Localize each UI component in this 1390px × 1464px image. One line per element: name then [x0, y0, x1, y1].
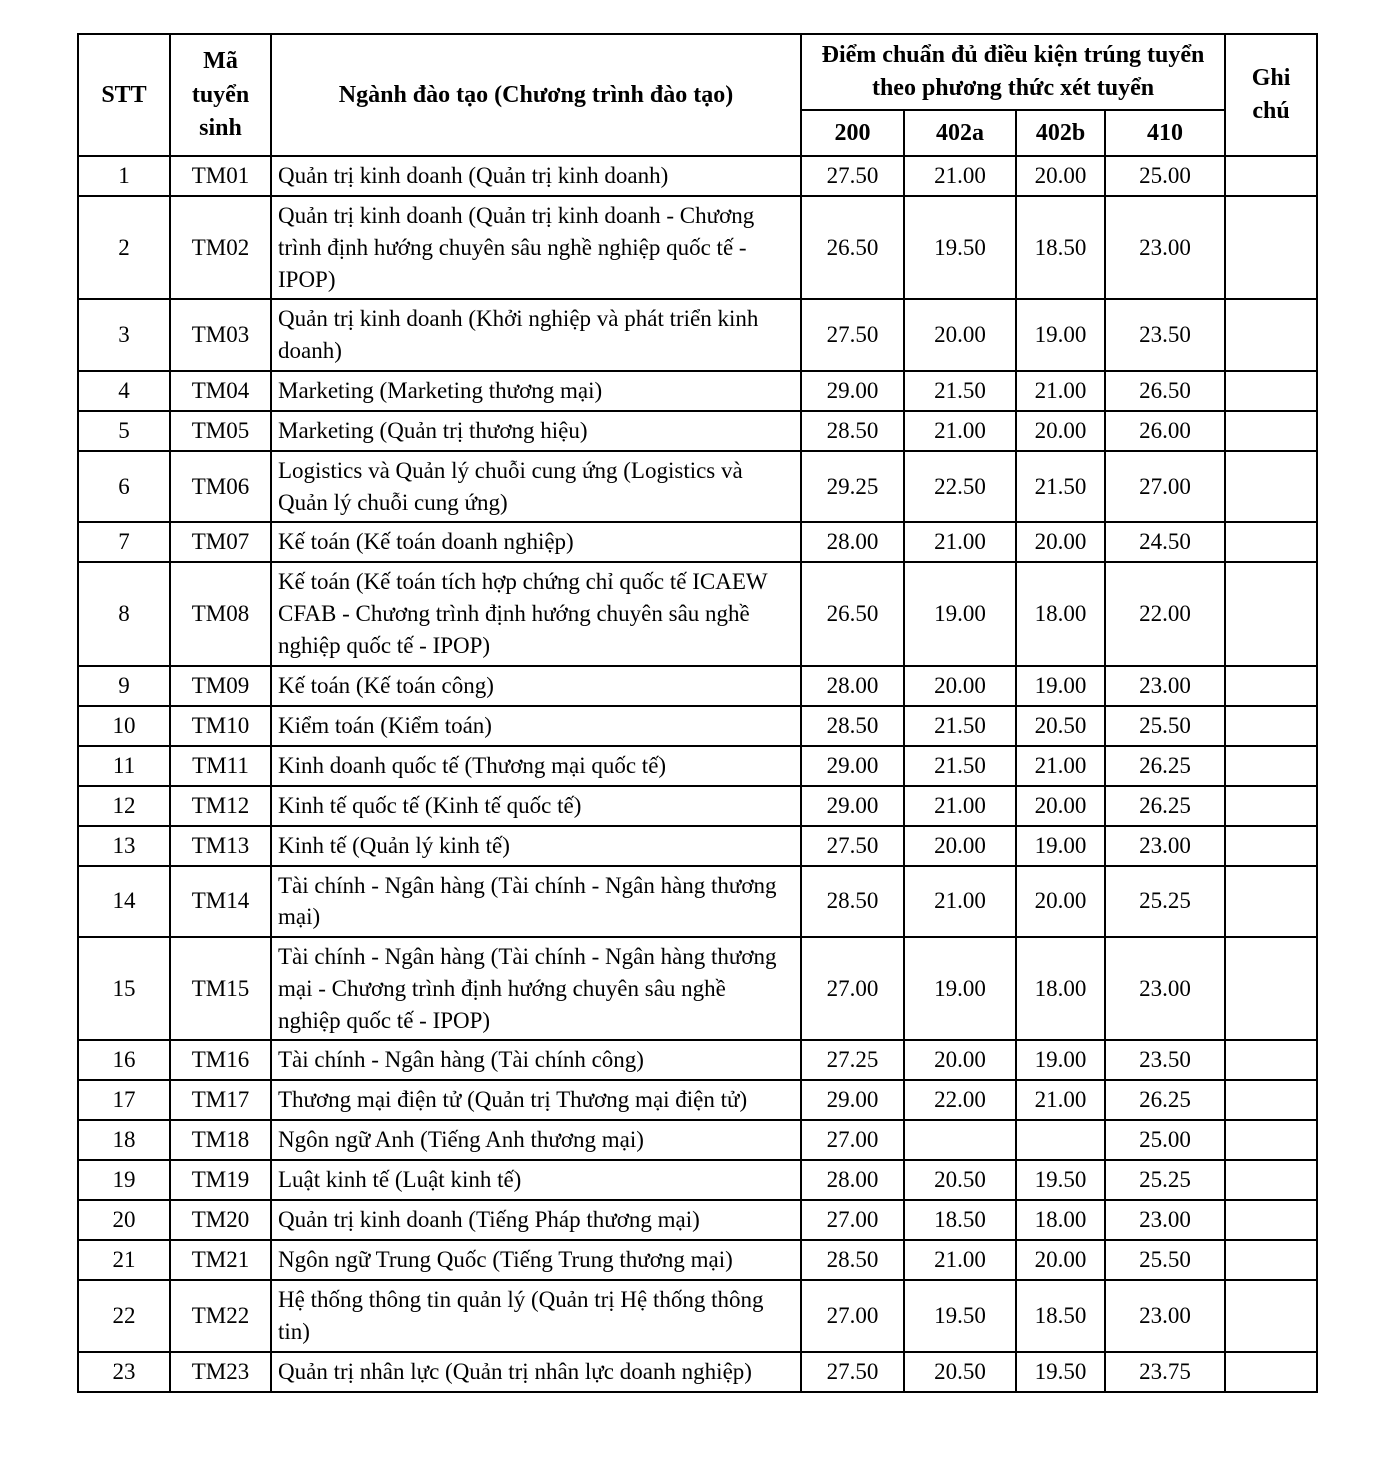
score-cell-402a: 21.00 [904, 411, 1016, 451]
program-cell: Ngôn ngữ Anh (Tiếng Anh thương mại) [271, 1120, 801, 1160]
program-cell: Kế toán (Kế toán công) [271, 666, 801, 706]
score-cell-410: 23.75 [1105, 1352, 1225, 1392]
note-cell [1225, 666, 1317, 706]
score-cell-402b: 19.50 [1016, 1160, 1105, 1200]
note-cell [1225, 1240, 1317, 1280]
program-cell: Quản trị nhân lực (Quản trị nhân lực doanh nghiệp) [271, 1352, 801, 1392]
score-cell-410: 25.00 [1105, 156, 1225, 196]
score-cell-200: 28.50 [801, 866, 904, 937]
score-cell-402a: 19.00 [904, 937, 1016, 1040]
score-cell-402a: 21.00 [904, 1240, 1016, 1280]
score-cell-200: 27.50 [801, 826, 904, 866]
score-cell-402a: 21.00 [904, 866, 1016, 937]
table-row [78, 156, 1317, 196]
note-cell [1225, 196, 1317, 299]
program-cell: Kinh doanh quốc tế (Thương mại quốc tế) [271, 746, 801, 786]
score-cell-402b: 18.50 [1016, 196, 1105, 299]
score-cell-402b: 20.00 [1016, 866, 1105, 937]
stt-cell: 12 [78, 786, 170, 826]
table-row [78, 666, 1317, 706]
code-cell: TM06 [170, 451, 271, 522]
score-cell-200: 29.00 [801, 371, 904, 411]
program-cell: Marketing (Marketing thương mại) [271, 371, 801, 411]
score-cell-402a: 20.00 [904, 826, 1016, 866]
note-cell [1225, 371, 1317, 411]
table-row [78, 371, 1317, 411]
score-cell-200: 27.50 [801, 156, 904, 196]
code-cell: TM15 [170, 937, 271, 1040]
program-cell: Quản trị kinh doanh (Quản trị kinh doanh) [271, 156, 801, 196]
score-cell-402b: 20.00 [1016, 522, 1105, 562]
score-cell-410: 24.50 [1105, 522, 1225, 562]
score-cell-200: 28.50 [801, 706, 904, 746]
table-row [78, 522, 1317, 562]
header-note: Ghi chú [1225, 34, 1317, 156]
note-cell [1225, 562, 1317, 665]
header-scores-group: Điểm chuẩn đủ điều kiện trúng tuyển theo phương thức xét tuyển [801, 34, 1225, 110]
code-cell: TM07 [170, 522, 271, 562]
score-cell-402a: 20.00 [904, 666, 1016, 706]
stt-cell: 19 [78, 1160, 170, 1200]
score-cell-402b: 18.00 [1016, 937, 1105, 1040]
score-cell-410: 25.00 [1105, 1120, 1225, 1160]
note-cell [1225, 522, 1317, 562]
score-cell-410: 25.50 [1105, 1240, 1225, 1280]
note-cell [1225, 451, 1317, 522]
score-cell-410: 23.00 [1105, 1280, 1225, 1351]
code-cell: TM08 [170, 562, 271, 665]
score-cell-402a: 20.50 [904, 1160, 1016, 1200]
score-cell-402b: 21.00 [1016, 746, 1105, 786]
score-cell-200: 27.50 [801, 1352, 904, 1392]
score-cell-200: 29.00 [801, 786, 904, 826]
note-cell [1225, 706, 1317, 746]
header-method-402b: 402b [1016, 110, 1105, 156]
code-cell: TM01 [170, 156, 271, 196]
code-cell: TM16 [170, 1040, 271, 1080]
stt-cell: 14 [78, 866, 170, 937]
score-cell-402b: 21.50 [1016, 451, 1105, 522]
code-cell: TM05 [170, 411, 271, 451]
table-row [78, 1200, 1317, 1240]
table-row [78, 786, 1317, 826]
stt-cell: 8 [78, 562, 170, 665]
stt-cell: 9 [78, 666, 170, 706]
stt-cell: 18 [78, 1120, 170, 1160]
table-row [78, 451, 1317, 522]
table-row [78, 1160, 1317, 1200]
note-cell [1225, 156, 1317, 196]
note-cell [1225, 1280, 1317, 1351]
score-cell-200: 28.00 [801, 1160, 904, 1200]
score-cell-410: 23.00 [1105, 937, 1225, 1040]
score-cell-402b: 21.00 [1016, 1080, 1105, 1120]
stt-cell: 15 [78, 937, 170, 1040]
score-cell-410: 23.00 [1105, 666, 1225, 706]
code-cell: TM18 [170, 1120, 271, 1160]
stt-cell: 1 [78, 156, 170, 196]
table-row [78, 1080, 1317, 1120]
code-cell: TM12 [170, 786, 271, 826]
note-cell [1225, 1040, 1317, 1080]
code-cell: TM03 [170, 299, 271, 370]
score-cell-402b: 18.00 [1016, 562, 1105, 665]
score-cell-200: 28.50 [801, 1240, 904, 1280]
score-cell-200: 27.00 [801, 1200, 904, 1240]
code-cell: TM04 [170, 371, 271, 411]
header-program: Ngành đào tạo (Chương trình đào tạo) [271, 34, 801, 156]
score-cell-402b: 19.00 [1016, 666, 1105, 706]
program-cell: Marketing (Quản trị thương hiệu) [271, 411, 801, 451]
score-cell-402b: 20.50 [1016, 706, 1105, 746]
program-cell: Thương mại điện tử (Quản trị Thương mại điện tử) [271, 1080, 801, 1120]
score-cell-402a: 22.50 [904, 451, 1016, 522]
table-row [78, 866, 1317, 937]
stt-cell: 20 [78, 1200, 170, 1240]
program-cell: Tài chính - Ngân hàng (Tài chính - Ngân hàng thương mại - Chương trình định hướng chuyên sâu nghề nghiệp quốc tế - IPOP) [271, 937, 801, 1040]
program-cell: Kinh tế (Quản lý kinh tế) [271, 826, 801, 866]
score-cell-402a: 20.00 [904, 1040, 1016, 1080]
score-cell-200: 28.00 [801, 522, 904, 562]
score-cell-410: 23.00 [1105, 826, 1225, 866]
score-cell-402b: 18.50 [1016, 1280, 1105, 1351]
code-cell: TM19 [170, 1160, 271, 1200]
score-cell-402a: 21.00 [904, 156, 1016, 196]
program-cell: Kinh tế quốc tế (Kinh tế quốc tế) [271, 786, 801, 826]
stt-cell: 11 [78, 746, 170, 786]
score-cell-200: 27.25 [801, 1040, 904, 1080]
score-cell-402b: 19.50 [1016, 1352, 1105, 1392]
score-cell-402a: 21.00 [904, 786, 1016, 826]
score-cell-200: 28.00 [801, 666, 904, 706]
stt-cell: 22 [78, 1280, 170, 1351]
note-cell [1225, 1160, 1317, 1200]
header-code: Mã tuyển sinh [170, 34, 271, 156]
score-cell-200: 27.00 [801, 1280, 904, 1351]
score-cell-410: 23.00 [1105, 1200, 1225, 1240]
score-cell-402b: 20.00 [1016, 156, 1105, 196]
score-cell-410: 26.00 [1105, 411, 1225, 451]
stt-cell: 17 [78, 1080, 170, 1120]
admission-score-table [77, 33, 1318, 1393]
score-cell-410: 22.00 [1105, 562, 1225, 665]
note-cell [1225, 1120, 1317, 1160]
score-cell-402a: 21.00 [904, 522, 1016, 562]
score-cell-402a: 22.00 [904, 1080, 1016, 1120]
score-cell-200: 27.50 [801, 299, 904, 370]
score-cell-410: 25.50 [1105, 706, 1225, 746]
table-row [78, 746, 1317, 786]
program-cell: Logistics và Quản lý chuỗi cung ứng (Logistics và Quản lý chuỗi cung ứng) [271, 451, 801, 522]
program-cell: Ngôn ngữ Trung Quốc (Tiếng Trung thương mại) [271, 1240, 801, 1280]
score-cell-200: 26.50 [801, 196, 904, 299]
header-method-200: 200 [801, 110, 904, 156]
score-cell-402a: 21.50 [904, 746, 1016, 786]
program-cell: Quản trị kinh doanh (Quản trị kinh doanh - Chương trình định hướng chuyên sâu nghề nghiệp quốc tế - IPOP) [271, 196, 801, 299]
score-cell-402b: 19.00 [1016, 299, 1105, 370]
header-method-402a: 402a [904, 110, 1016, 156]
score-cell-402a: 20.50 [904, 1352, 1016, 1392]
score-cell-410: 26.25 [1105, 786, 1225, 826]
code-cell: TM13 [170, 826, 271, 866]
score-cell-402b: 19.00 [1016, 826, 1105, 866]
stt-cell: 4 [78, 371, 170, 411]
score-cell-402a: 21.50 [904, 371, 1016, 411]
score-cell-402a: 18.50 [904, 1200, 1016, 1240]
score-cell-402b [1016, 1120, 1105, 1160]
score-cell-200: 28.50 [801, 411, 904, 451]
stt-cell: 6 [78, 451, 170, 522]
note-cell [1225, 786, 1317, 826]
table-row [78, 411, 1317, 451]
table-row [78, 1120, 1317, 1160]
score-cell-200: 26.50 [801, 562, 904, 665]
score-cell-402a: 19.50 [904, 1280, 1016, 1351]
stt-cell: 21 [78, 1240, 170, 1280]
stt-cell: 13 [78, 826, 170, 866]
note-cell [1225, 1352, 1317, 1392]
score-cell-402a [904, 1120, 1016, 1160]
score-cell-200: 29.00 [801, 746, 904, 786]
note-cell [1225, 746, 1317, 786]
score-cell-410: 26.25 [1105, 746, 1225, 786]
code-cell: TM17 [170, 1080, 271, 1120]
table-row [78, 1352, 1317, 1392]
note-cell [1225, 1200, 1317, 1240]
code-cell: TM11 [170, 746, 271, 786]
stt-cell: 10 [78, 706, 170, 746]
program-cell: Quản trị kinh doanh (Tiếng Pháp thương mại) [271, 1200, 801, 1240]
header-method-410: 410 [1105, 110, 1225, 156]
score-cell-402a: 20.00 [904, 299, 1016, 370]
note-cell [1225, 1080, 1317, 1120]
score-cell-410: 27.00 [1105, 451, 1225, 522]
table-row [78, 562, 1317, 665]
table-body [78, 156, 1317, 1391]
score-cell-402b: 19.00 [1016, 1040, 1105, 1080]
score-cell-402a: 19.50 [904, 196, 1016, 299]
score-cell-410: 25.25 [1105, 866, 1225, 937]
score-cell-402a: 21.50 [904, 706, 1016, 746]
score-cell-410: 26.50 [1105, 371, 1225, 411]
program-cell: Hệ thống thông tin quản lý (Quản trị Hệ thống thông tin) [271, 1280, 801, 1351]
code-cell: TM23 [170, 1352, 271, 1392]
score-cell-402b: 20.00 [1016, 786, 1105, 826]
table-row [78, 1280, 1317, 1351]
table-row [78, 1040, 1317, 1080]
score-cell-402b: 20.00 [1016, 1240, 1105, 1280]
table-row [78, 826, 1317, 866]
score-cell-200: 29.00 [801, 1080, 904, 1120]
score-cell-410: 23.50 [1105, 299, 1225, 370]
score-cell-410: 23.50 [1105, 1040, 1225, 1080]
program-cell: Kiểm toán (Kiểm toán) [271, 706, 801, 746]
stt-cell: 3 [78, 299, 170, 370]
score-cell-402b: 20.00 [1016, 411, 1105, 451]
stt-cell: 5 [78, 411, 170, 451]
table-row [78, 299, 1317, 370]
score-cell-200: 27.00 [801, 937, 904, 1040]
stt-cell: 2 [78, 196, 170, 299]
table-row [78, 937, 1317, 1040]
note-cell [1225, 411, 1317, 451]
score-cell-200: 29.25 [801, 451, 904, 522]
code-cell: TM02 [170, 196, 271, 299]
code-cell: TM14 [170, 866, 271, 937]
table-row [78, 196, 1317, 299]
program-cell: Kế toán (Kế toán doanh nghiệp) [271, 522, 801, 562]
code-cell: TM21 [170, 1240, 271, 1280]
table-row [78, 706, 1317, 746]
score-cell-410: 25.25 [1105, 1160, 1225, 1200]
program-cell: Quản trị kinh doanh (Khởi nghiệp và phát triển kinh doanh) [271, 299, 801, 370]
program-cell: Tài chính - Ngân hàng (Tài chính - Ngân hàng thương mại) [271, 866, 801, 937]
program-cell: Kế toán (Kế toán tích hợp chứng chỉ quốc tế ICAEW CFAB - Chương trình định hướng chuyên sâu nghề nghiệp quốc tế - IPOP) [271, 562, 801, 665]
code-cell: TM09 [170, 666, 271, 706]
note-cell [1225, 937, 1317, 1040]
stt-cell: 23 [78, 1352, 170, 1392]
note-cell [1225, 826, 1317, 866]
score-cell-200: 27.00 [801, 1120, 904, 1160]
note-cell [1225, 866, 1317, 937]
stt-cell: 7 [78, 522, 170, 562]
note-cell [1225, 299, 1317, 370]
score-cell-402b: 21.00 [1016, 371, 1105, 411]
score-cell-402b: 18.00 [1016, 1200, 1105, 1240]
score-cell-410: 26.25 [1105, 1080, 1225, 1120]
code-cell: TM10 [170, 706, 271, 746]
program-cell: Tài chính - Ngân hàng (Tài chính công) [271, 1040, 801, 1080]
code-cell: TM22 [170, 1280, 271, 1351]
header-stt: STT [78, 34, 170, 156]
score-cell-402a: 19.00 [904, 562, 1016, 665]
code-cell: TM20 [170, 1200, 271, 1240]
stt-cell: 16 [78, 1040, 170, 1080]
program-cell: Luật kinh tế (Luật kinh tế) [271, 1160, 801, 1200]
table-row [78, 1240, 1317, 1280]
score-cell-410: 23.00 [1105, 196, 1225, 299]
